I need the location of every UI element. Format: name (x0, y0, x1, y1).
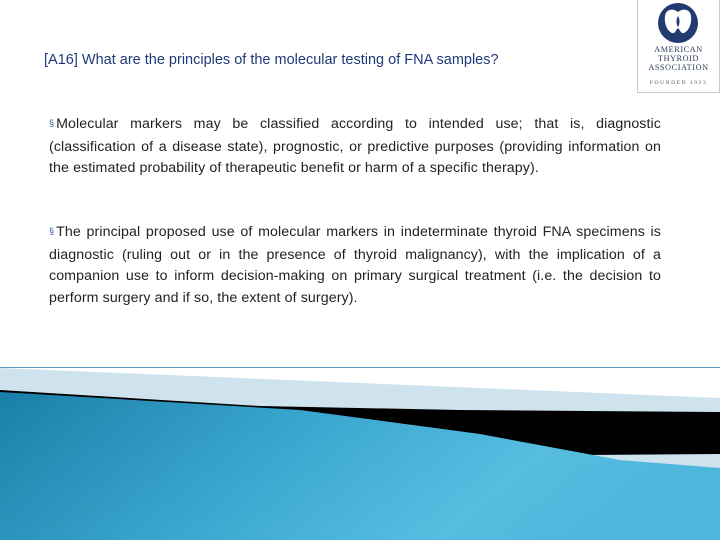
bullet-marker: § (49, 118, 55, 128)
logo-text-line2: THYROID (657, 54, 700, 63)
bullet-text: Molecular markers may be classified according to intended use; that is, diagnostic (classification of a disease state), prognostic, or predictive purposes (providing information on the estimated probability of therapeutic benefit or harm of a specific therapy). (49, 116, 661, 176)
decorative-wave-band (0, 368, 720, 540)
logo-text-line1: AMERICAN (654, 45, 703, 54)
bullet-paragraph (49, 114, 661, 180)
ata-logo (637, 0, 720, 93)
logo-text-line3: ASSOCIATION (648, 63, 709, 72)
bullet-paragraph (49, 222, 661, 309)
slide-title: [A16] What are the principles of the molecular testing of FNA samples? (44, 52, 499, 68)
logo-founded-text: FOUNDED 1923 (649, 80, 708, 86)
bullet-marker: § (49, 226, 55, 236)
thyroid-emblem-icon (653, 2, 703, 44)
bullet-text: The principal proposed use of molecular markers in indeterminate thyroid FNA specimens is diagnostic (ruling out or in the presence of thyroid malignancy), with the implication of a companion use to inform decision-making on primary surgical treatment (i.e. the decision to perform surgery and if so, the extent of surgery). (49, 224, 661, 306)
